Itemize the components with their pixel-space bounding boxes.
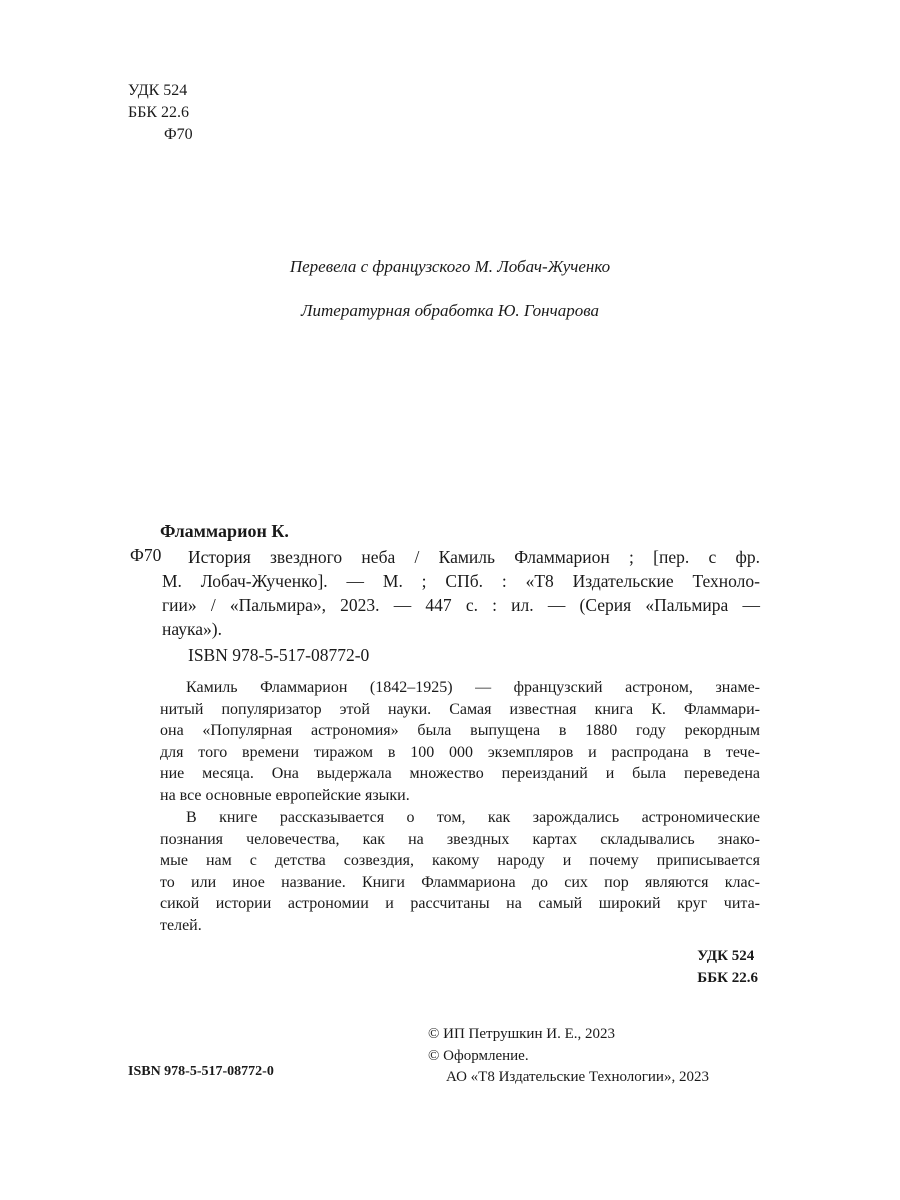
bbk-code: ББК 22.6	[128, 104, 190, 121]
abstract-line: Камиль Фламмарион (1842–1925) — французский астроном, знаме-	[186, 679, 760, 696]
abstract-line: сикой истории астрономии и рассчитаны на самый широкий круг чита-	[160, 895, 760, 913]
copyright-line: АО «Т8 Издательские Технологии», 2023	[446, 1069, 709, 1085]
copyright-block	[428, 1024, 709, 1089]
abstract-line: она «Популярная астрономия» была выпущена в 1880 году рекордным	[160, 722, 760, 740]
entry-code: Ф70	[130, 545, 162, 565]
abstract-line: на все основные европейские языки.	[160, 786, 410, 804]
entry-author: Фламмарион К.	[160, 521, 289, 541]
copyright-line: © Оформление.	[428, 1047, 529, 1064]
abstract-line: то или иное название. Книги Фламмариона до сих пор являются клас-	[160, 873, 760, 891]
bib-line: История звездного неба / Камиль Фламмарион ; [пер. с фр.	[188, 547, 760, 567]
bbk-code-bottom: ББК 22.6	[697, 970, 758, 986]
abstract-paragraph-1	[160, 677, 760, 807]
copyright-line: © ИП Петрушкин И. Е., 2023	[428, 1026, 615, 1042]
abstract-line: нитый популяризатор этой науки. Самая известная книга К. Фламмари-	[160, 700, 760, 718]
abstract-line: для того времени тиражом в 100 000 экземпляров и распродана в тече-	[160, 743, 760, 761]
udk-code-bottom: УДК 524	[697, 948, 755, 964]
abstract-line: познания человечества, как на звездных картах складывались знако-	[160, 830, 760, 848]
udk-block-bottom	[697, 945, 758, 989]
isbn-bottom: ISBN 978-5-517-08772-0	[128, 1064, 274, 1079]
udk-code: УДК 524	[128, 82, 188, 99]
author-sign: Ф70	[164, 126, 193, 143]
translator-credit: Перевела с французского М. Лобач-Жученко	[289, 257, 611, 276]
abstract-line: мые нам с детства созвездия, какому народу и почему приписывается	[160, 852, 760, 870]
abstract-line: В книге рассказывается о том, как зарождались астрономические	[186, 809, 760, 826]
udk-block-top	[128, 80, 193, 146]
bibliographic-description	[162, 545, 760, 641]
abstract-line: телей.	[160, 916, 202, 934]
entry-isbn: ISBN 978-5-517-08772-0	[188, 645, 370, 665]
abstract-paragraph-2	[160, 807, 760, 937]
abstract-line: ние месяца. Она выдержала множество переизданий и была переведена	[160, 765, 760, 783]
bib-line: М. Лобач-Жученко]. — М. ; СПб. : «Т8 Издательские Техноло-	[162, 571, 760, 591]
bib-line: наука»).	[162, 619, 222, 639]
bib-line: гии» / «Пальмира», 2023. — 447 с. : ил. — (Серия «Пальмира —	[162, 595, 760, 615]
editor-credit: Литературная обработка Ю. Гончарова	[301, 301, 599, 320]
